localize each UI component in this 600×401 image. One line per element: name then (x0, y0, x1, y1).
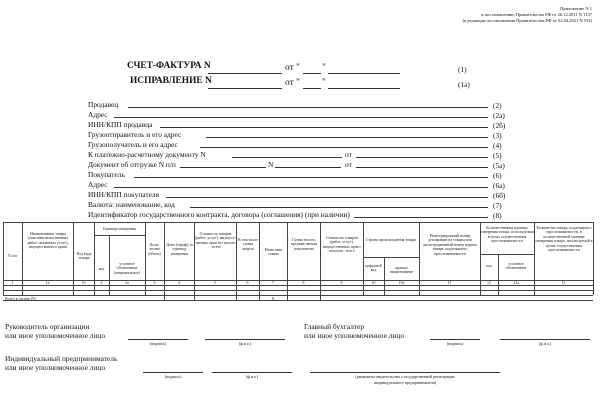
field-buyer-address-code: (6а) (493, 181, 505, 190)
field-seller-inn-code: (2б) (493, 121, 506, 130)
field-shipping-doc-label: Документ об отгрузке N п/п (88, 160, 176, 169)
field-shipping-doc-code: (5а) (493, 161, 505, 170)
entrepreneur-certificate-caption-2: индивидуального предпринимателя) (373, 380, 437, 385)
head-title-line1: Руководитель организации (5, 322, 90, 331)
col-header-trace-quantity: Количество товара, подлежащего прослеживаемости, в количественной единице измерения товара, используемой в целях осуществления прослеживаемости (535, 226, 593, 253)
head-name-line[interactable] (205, 339, 285, 340)
col-number: 11 (447, 281, 452, 285)
col-number: 6 (246, 281, 249, 285)
col-header-quantity: Коли-чество (объем) (148, 243, 161, 256)
col-number: 1б (81, 281, 86, 285)
head-signature-caption: (подпись) (149, 341, 167, 346)
col-number: 5 (214, 281, 216, 285)
total-x-mark: Х (271, 295, 275, 301)
col-header-declaration-number: Регистрационный номер декларации на товары или регистрационный номер партии товара, подлежащего прослеживаемости (423, 234, 477, 256)
correction-from-quote: " (322, 78, 326, 88)
appendix-line1: Приложение N 1 (560, 6, 592, 11)
invoice-code: (1) (458, 65, 467, 74)
shipping-doc-from: от (345, 160, 352, 169)
invoice-from: от " (285, 63, 300, 73)
col-number: 7 (272, 281, 274, 285)
field-payment-doc-label: К платежно-расчетному документу N (88, 150, 206, 159)
col-header-price: Цена (тариф) за единицу измерения (166, 243, 193, 256)
col-header-excise: В том числе сумма акциза (238, 238, 258, 251)
field-contract-id-label: Идентификатор государственного контракта, договора (соглашения) (при наличии) (88, 210, 350, 219)
field-payment-doc-code: (5) (493, 151, 502, 160)
accountant-name-line[interactable] (500, 339, 590, 340)
col-number: 10а (398, 281, 405, 285)
head-title-line2: или иное уполномоченное лицо (5, 331, 106, 340)
col-header-country-group: Страна происхождения товара (365, 238, 417, 242)
head-name-caption: (ф.и.о.) (238, 341, 252, 346)
col-header-trace-unit-code: код (486, 264, 492, 268)
field-buyer-code: (6) (493, 171, 502, 180)
field-seller-label: Продавец (88, 100, 119, 109)
field-currency-code: (7) (493, 201, 502, 210)
accountant-signature-line[interactable] (430, 339, 480, 340)
total-label: Всего к оплате (9) (5, 295, 36, 301)
entrepreneur-name-line[interactable] (212, 372, 292, 373)
table-row[interactable] (3, 285, 593, 290)
col-header-number: N п/п (7, 254, 18, 258)
correction-code: (1а) (458, 80, 470, 89)
col-header-trace-unit-group: Количественная единица измерения товара, используемая в целях осуществления прослеживаемости (480, 226, 534, 244)
entrepreneur-title-line1: Индивидуальный предприниматель (5, 354, 118, 363)
field-consignee-label: Грузополучатель и его адрес (88, 140, 178, 149)
correction-label: ИСПРАВЛЕНИЕ N (130, 76, 212, 86)
appendix-line2: к постановлению Правительства РФ от 26.12.2011 N 1137 (481, 12, 592, 17)
field-seller-inn-label: ИНН/КПП продавца (88, 120, 153, 129)
col-header-unit-code: код (98, 267, 105, 271)
col-header-cost-no-tax: Стоимость товаров (работ, услуг), имущест-венных прав без налога - всего (195, 232, 236, 250)
head-signature-line[interactable] (128, 339, 188, 340)
shipping-doc-n: N (268, 160, 274, 169)
entrepreneur-signature-caption: (подпись) (164, 374, 182, 379)
payment-doc-from: от (345, 150, 352, 159)
correction-from: от " (285, 78, 300, 88)
col-header-goods-type-code: Код вида товара (76, 252, 92, 261)
accountant-name-caption: (ф.и.о.) (538, 341, 552, 346)
entrepreneur-certificate-line[interactable] (310, 372, 500, 373)
col-number: 12а (513, 281, 519, 285)
field-buyer-label: Покупатель (88, 170, 125, 179)
col-header-goods-name: Наименование товара (описание выполненных работ, оказанных услуг), имущественного права (27, 232, 69, 250)
col-number: 2 (100, 281, 103, 285)
entrepreneur-certificate-caption-1: (реквизиты свидетельства о государственной регистрации (355, 374, 455, 379)
accountant-signature-caption: (подпись) (446, 341, 464, 346)
invoice-label: СЧЕТ-ФАКТУРА N (127, 61, 211, 71)
field-contract-id-code: (8) (493, 211, 502, 220)
field-currency-label: Валюта: наименование, код (88, 200, 175, 209)
field-buyer-inn-code: (6б) (493, 191, 506, 200)
col-header-tax-rate: Налоговая ставка (264, 248, 283, 257)
field-seller-address-label: Адрес (88, 110, 108, 119)
entrepreneur-signature-line[interactable] (143, 372, 203, 373)
accountant-title-line2: или иное уполномоченное лицо (304, 331, 405, 340)
field-seller-address-code: (2а) (493, 111, 505, 120)
appendix-line3: (в редакции постановления Правительства РФ от 02.04.2021 N 534) (462, 18, 592, 23)
field-consignee-code: (4) (493, 141, 502, 150)
col-header-trace-unit-name: условное обозначение (505, 262, 527, 271)
col-header-country-name: краткое наименование (389, 266, 414, 275)
col-number: 10 (371, 281, 376, 285)
col-number: 2а (125, 281, 129, 285)
field-consignor-label: Грузоотправитель и его адрес (88, 130, 182, 139)
accountant-title-line1: Главный бухгалтер (304, 322, 365, 331)
entrepreneur-title-line2: или иное уполномоченное лицо (5, 363, 106, 372)
col-number: 8 (302, 281, 305, 285)
col-header-unit-group: Единица измерения (103, 227, 136, 231)
col-number: 9 (340, 281, 343, 285)
col-number: 1 (11, 281, 14, 285)
field-buyer-inn-label: ИНН/КПП покупателя (88, 190, 159, 199)
col-header-unit-name: условное обозначение (национальное) (114, 262, 140, 275)
entrepreneur-name-caption: (ф.и.о.) (245, 374, 259, 379)
col-number: 13 (561, 281, 566, 285)
field-consignor-code: (3) (493, 131, 502, 140)
field-buyer-address-label: Адрес (88, 180, 108, 189)
col-number: 4 (178, 281, 180, 285)
col-header-tax-amount: Сумма налога, предъяв-ляемая покупателю (290, 238, 318, 251)
col-number: 3 (153, 281, 156, 285)
col-number: 12 (487, 281, 491, 285)
field-seller-code: (2) (493, 101, 502, 110)
col-number: 1а (45, 281, 50, 285)
col-header-cost-with-tax: Стоимость товаров (работ, услуг), имущественных прав с налогом - всего (322, 236, 362, 254)
col-header-country-code: цифровой код (365, 264, 382, 273)
invoice-from-quote: " (322, 63, 326, 73)
